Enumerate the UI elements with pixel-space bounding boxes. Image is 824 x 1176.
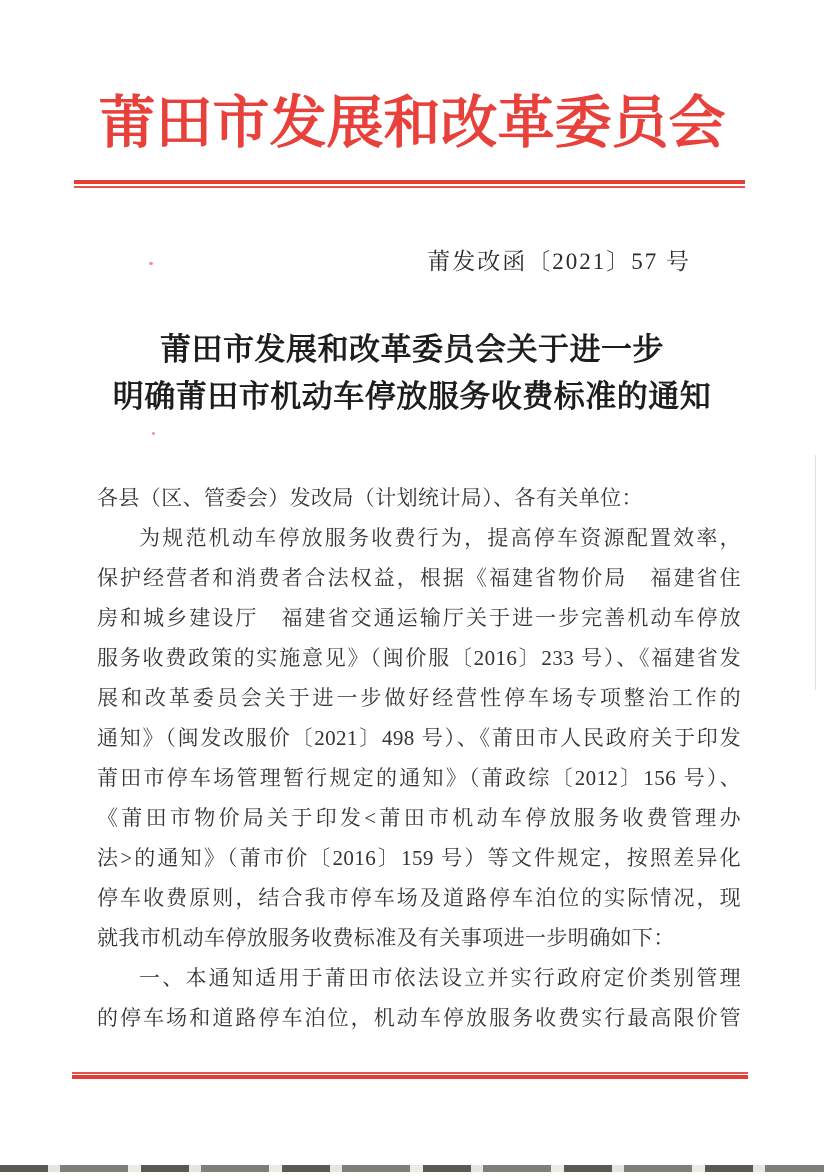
document-body [97, 478, 741, 1038]
document-reference-number: 莆发改函〔2021〕57 号 [427, 249, 691, 274]
next-page-scan-edge [0, 1165, 824, 1174]
body-line: 通知》（闽发改服价〔2021〕498 号）、《莆田市人民政府关于印发 [97, 726, 741, 750]
document-title [0, 326, 824, 420]
body-line: 《莆田市物价局关于印发<莆田市机动车停放服务收费管理办 [97, 806, 741, 830]
body-line: 法>的通知》（莆市价〔2016〕159 号）等文件规定，按照差异化 [97, 846, 741, 870]
scan-speck [149, 262, 153, 265]
scanner-edge-artifact [815, 455, 816, 690]
body-line: 为规范机动车停放服务收费行为，提高停车资源配置效率， [139, 526, 741, 550]
rule-thick-bar [72, 1075, 748, 1079]
body-line: 展和改革委员会关于进一步做好经营性停车场专项整治工作的 [97, 686, 741, 710]
letterhead-double-rule [74, 180, 745, 188]
body-line: 服务收费政策的实施意见》（闽价服〔2016〕233 号）、《福建省发 [97, 646, 741, 670]
body-line: 保护经营者和消费者合法权益，根据《福建省物价局 福建省住 [97, 566, 741, 590]
document-title-line-1: 莆田市发展和改革委员会关于进一步 [160, 332, 664, 367]
body-line: 就我市机动车停放服务收费标准及有关事项进一步明确如下： [97, 926, 675, 950]
body-line: 的停车场和道路停车泊位，机动车停放服务收费实行最高限价管 [97, 1006, 741, 1030]
body-line: 停车收费原则，结合我市停车场及道路停车泊位的实际情况，现 [97, 886, 741, 910]
rule-thin-bar [74, 186, 745, 188]
body-line: 房和城乡建设厅 福建省交通运输厅关于进一步完善机动车停放 [97, 606, 741, 630]
body-line: 莆田市停车场管理暂行规定的通知》（莆政综〔2012〕156 号）、 [97, 766, 741, 790]
scan-speck [152, 432, 155, 435]
document-title-line-2: 明确莆田市机动车停放服务收费标准的通知 [112, 379, 712, 414]
footer-double-rule [72, 1072, 748, 1079]
salutation-line: 各县（区、管委会）发改局（计划统计局）、各有关单位： [97, 486, 643, 510]
body-line-item-one: 一、本通知适用于莆田市依法设立并实行政府定价类别管理 [139, 966, 741, 990]
agency-letterhead: 莆田市发展和改革委员会 [98, 92, 726, 155]
